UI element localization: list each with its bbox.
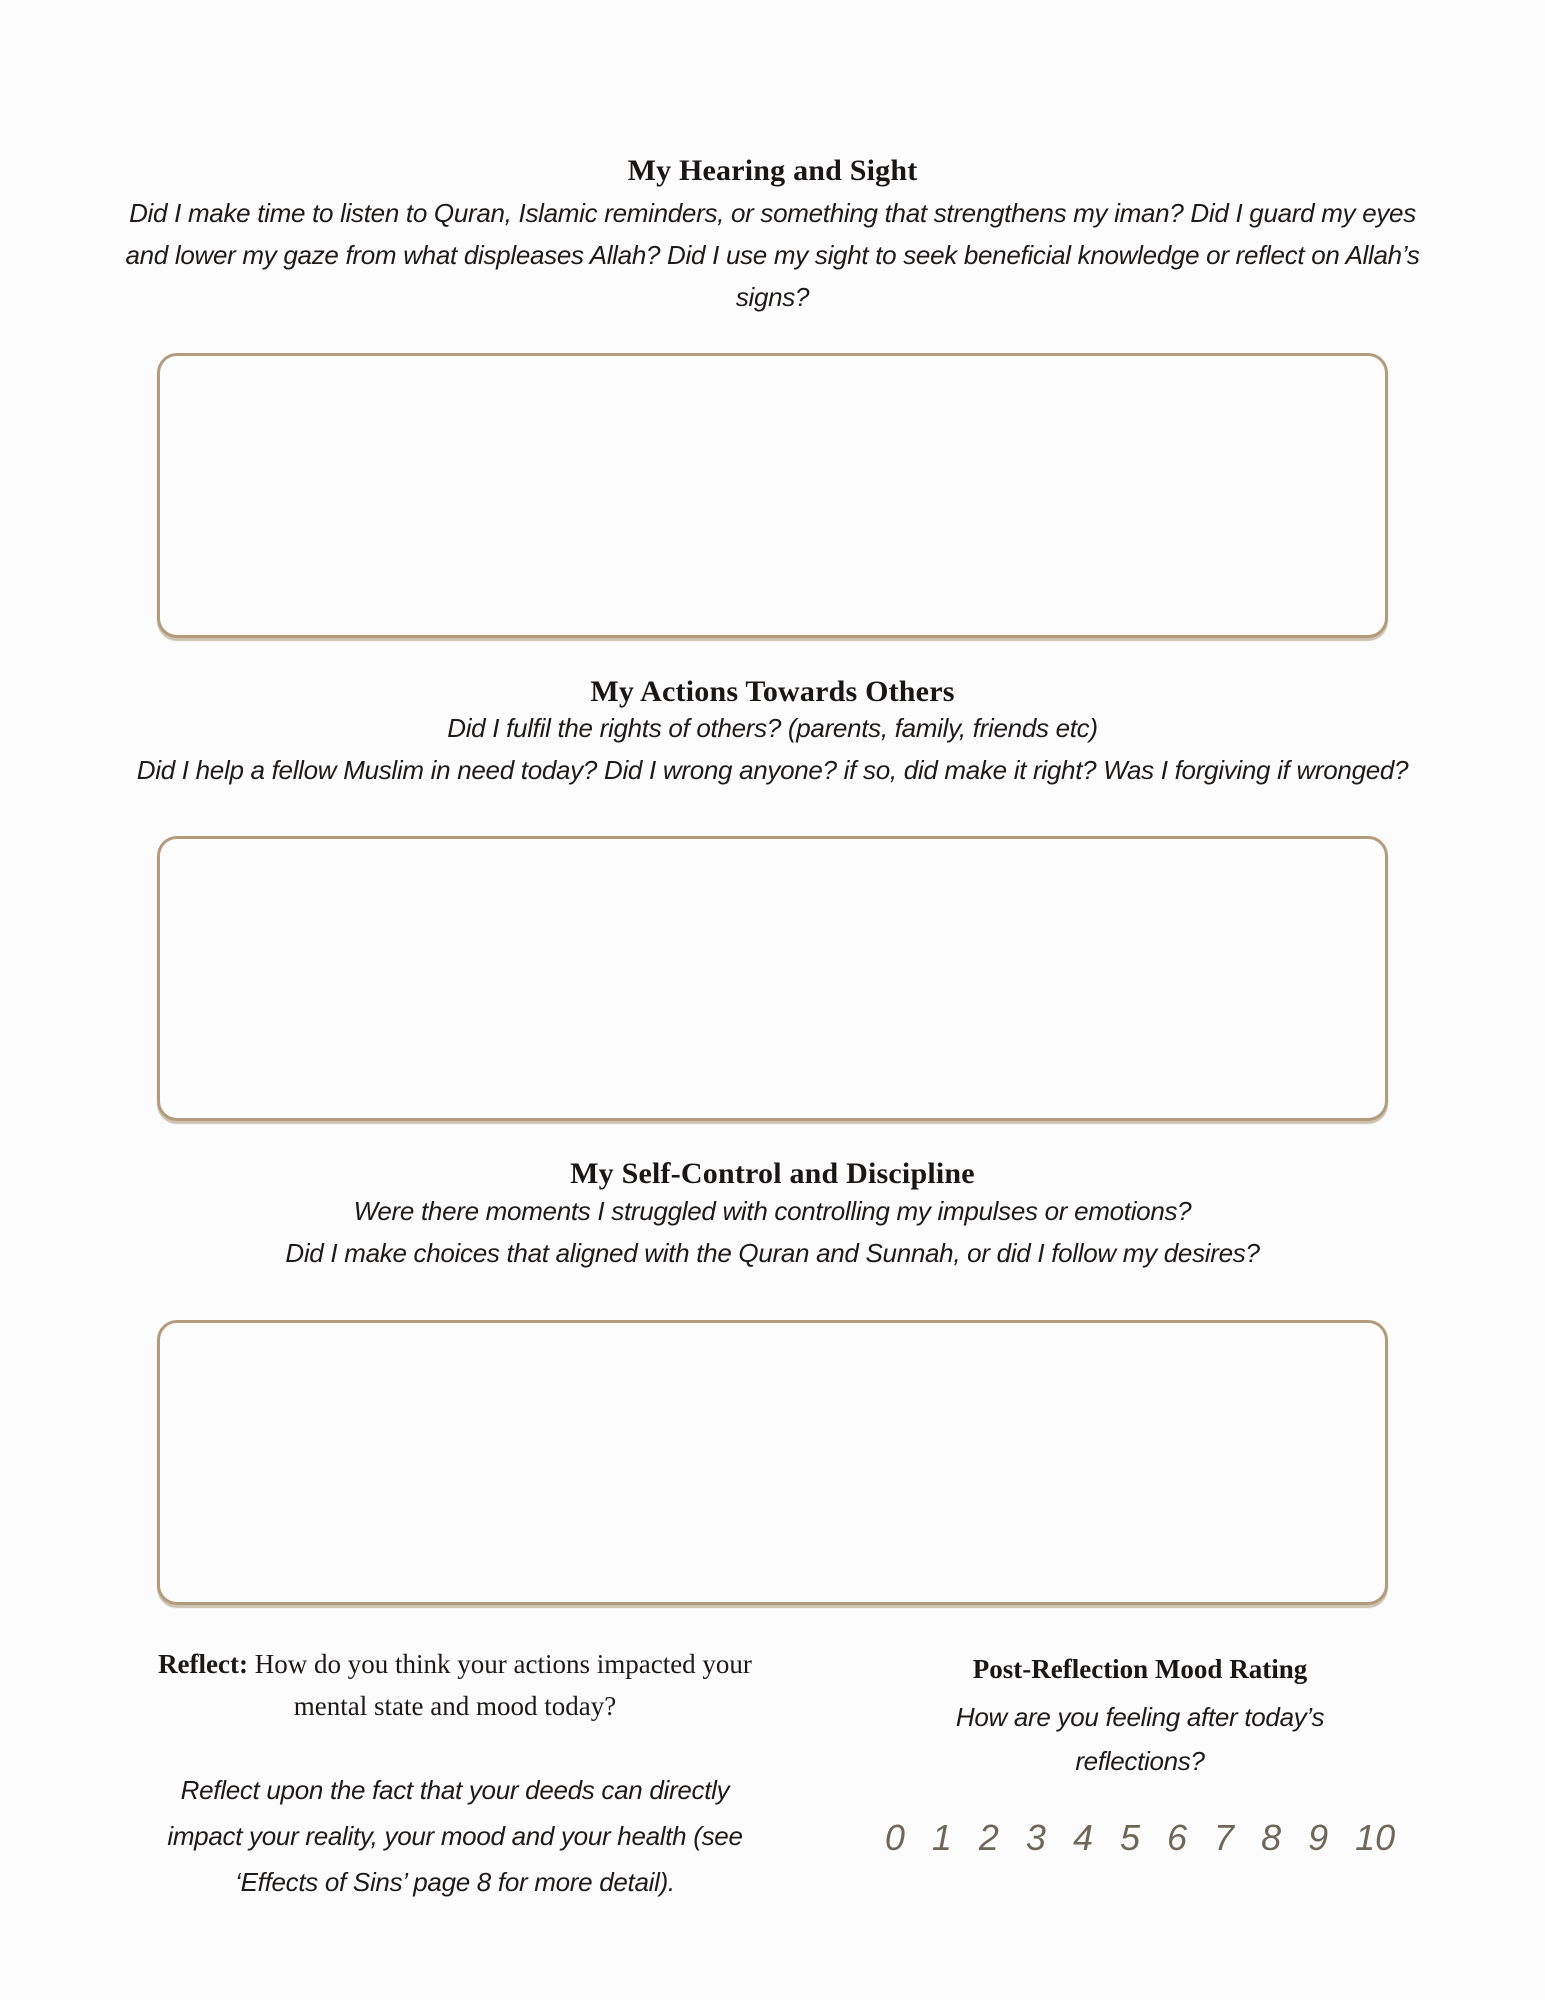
- mood-scale-number-0[interactable]: 0: [884, 1817, 905, 1858]
- section-self-control-discipline: [0, 1155, 1545, 1605]
- reflect-note: Reflect upon the fact that your deeds can directly impact your reality, your mood and your health (see ‘Effects of Sins’ page 8 for more detail).: [167, 1775, 743, 1897]
- reflect-question-text: How do you think your actions impacted your mental state and mood today?: [254, 1649, 752, 1721]
- desc-line: Did I help a fellow Muslim in need today? Did I wrong anyone? if so, did make it right? Was I forgiving if wronged?: [136, 755, 1409, 785]
- mood-scale-number-3[interactable]: 3: [1025, 1817, 1046, 1858]
- mood-scale-number-2[interactable]: 2: [978, 1817, 999, 1858]
- section-desc-actions-towards-others: [115, 707, 1430, 791]
- reflect-question: [130, 1643, 780, 1727]
- answer-box-hearing-and-sight[interactable]: [157, 353, 1388, 638]
- mood-scale-number-5[interactable]: 5: [1119, 1817, 1140, 1858]
- desc-line: Did I make choices that aligned with the Quran and Sunnah, or did I follow my desires?: [285, 1238, 1260, 1268]
- section-hearing-and-sight: [0, 152, 1545, 638]
- section-actions-towards-others: [0, 673, 1545, 1121]
- reflect-label: Reflect:: [158, 1649, 248, 1679]
- mood-scale-number-7[interactable]: 7: [1214, 1817, 1235, 1858]
- desc-line: Were there moments I struggled with controlling my impulses or emotions?: [353, 1196, 1192, 1226]
- section-title-hearing-and-sight: My Hearing and Sight: [627, 154, 918, 187]
- mood-scale-number-1[interactable]: 1: [931, 1817, 952, 1858]
- bottom-row: [0, 1643, 1545, 1905]
- desc-line: Did I fulfil the rights of others? (parents, family, friends etc): [447, 713, 1098, 743]
- mood-scale-number-8[interactable]: 8: [1261, 1817, 1282, 1858]
- mood-rating-subtitle: How are you feeling after today’s reflections?: [955, 1702, 1325, 1776]
- mood-rating-block: [860, 1643, 1420, 1905]
- section-desc-self-control-discipline: [115, 1190, 1430, 1274]
- mood-scale-number-10[interactable]: 10: [1355, 1817, 1396, 1858]
- mood-scale-number-6[interactable]: 6: [1167, 1817, 1188, 1858]
- mood-rating-scale: [860, 1817, 1420, 1859]
- answer-box-self-control-discipline[interactable]: [157, 1320, 1388, 1605]
- mood-scale-number-4[interactable]: 4: [1072, 1817, 1093, 1858]
- reflect-prompt-block: [130, 1643, 780, 1905]
- section-title-self-control-discipline: My Self-Control and Discipline: [570, 1157, 975, 1190]
- mood-scale-number-9[interactable]: 9: [1308, 1817, 1329, 1858]
- answer-box-actions-towards-others[interactable]: [157, 836, 1388, 1121]
- section-desc-hearing-and-sight: Did I make time to listen to Quran, Islamic reminders, or something that strengthens my iman? Did I guard my eyes and lower my gaze from what displeases Allah? Did I use my sight to seek beneficial knowledge or reflect on Allah’s signs?: [125, 198, 1420, 312]
- mood-rating-title: Post-Reflection Mood Rating: [972, 1654, 1308, 1684]
- section-title-actions-towards-others: My Actions Towards Others: [590, 675, 955, 708]
